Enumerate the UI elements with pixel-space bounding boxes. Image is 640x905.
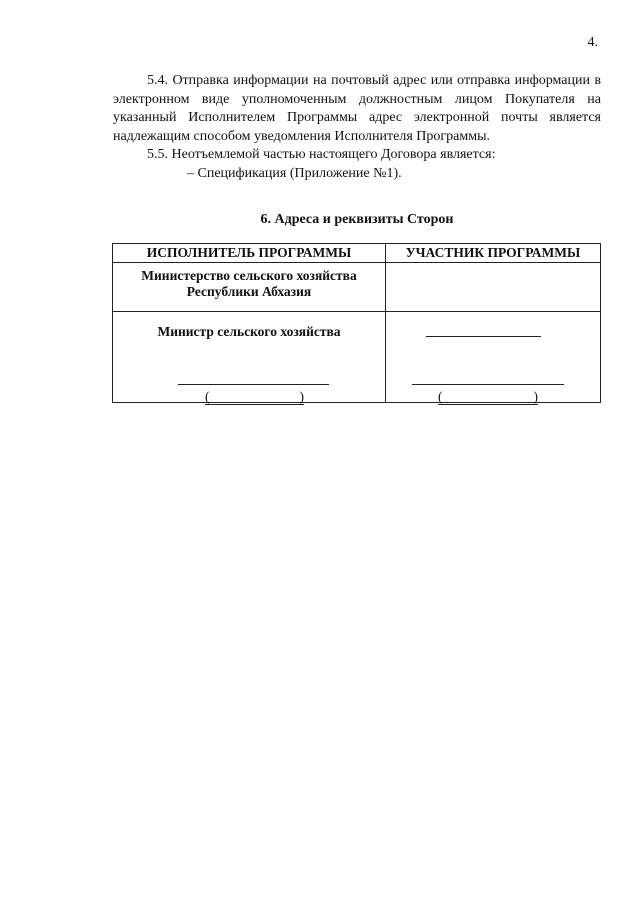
table-org-row: [113, 263, 601, 312]
contract-body: [113, 72, 601, 183]
clause-5-4: 5.4. Отправка информации на почтовый адрес или отправка информации в электронном виде уполномоченным должностным лицом Покупателя на указанный Исполнителем Программы адрес электронной почты является надлежащим способом уведомления Исполнителя Программы.: [113, 73, 601, 144]
table-header-row: [113, 244, 601, 263]
close-paren: ): [299, 389, 304, 404]
header-participant: УЧАСТНИК ПРОГРАММЫ: [386, 244, 601, 263]
executor-name-field: [205, 390, 304, 405]
executor-organization: [113, 263, 386, 312]
open-paren: (: [438, 389, 443, 404]
organization-name-line-2: Республики Абхазия: [186, 284, 312, 299]
executor-signature-cell: [113, 312, 386, 403]
table-signature-row: [113, 312, 601, 403]
page-number: 4.: [587, 35, 598, 50]
section-title: 6. Адреса и реквизиты Сторон: [260, 212, 454, 227]
participant-organization: [386, 263, 601, 312]
appendix-list-item: – Спецификация (Приложение №1).: [187, 165, 402, 181]
header-executor: ИСПОЛНИТЕЛЬ ПРОГРАММЫ: [113, 244, 386, 263]
participant-signature-line: [412, 384, 564, 385]
close-paren: ): [533, 389, 538, 404]
participant-signature-cell: [386, 312, 601, 403]
parties-table: [112, 243, 601, 403]
signatory-title: Министр сельского хозяйства: [157, 324, 341, 339]
clause-5-5: 5.5. Неотъемлемой частью настоящего Договора является:: [147, 147, 496, 162]
executor-signature-line: [178, 384, 329, 385]
organization-name-line-1: Министерство сельского хозяйства: [141, 268, 357, 283]
participant-name-field: [438, 390, 538, 405]
open-paren: (: [205, 389, 210, 404]
participant-title-line: [426, 336, 541, 337]
